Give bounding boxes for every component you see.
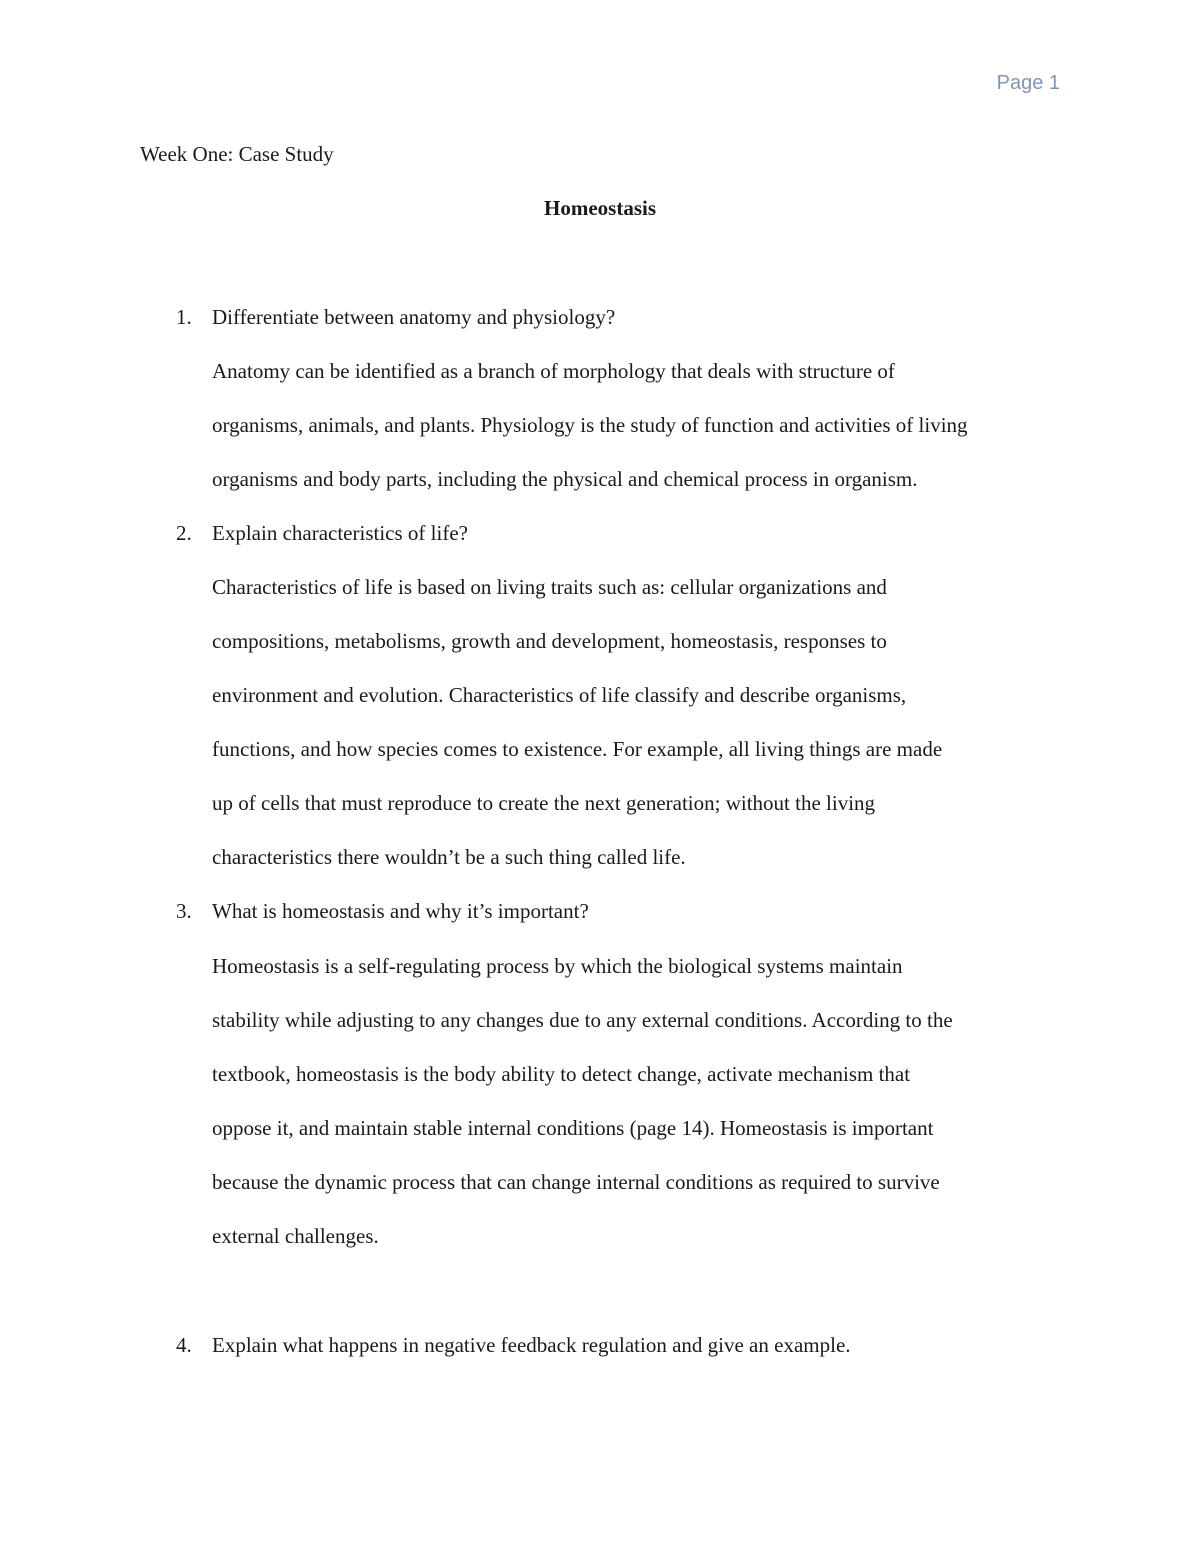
answer-3-line: because the dynamic process that can change internal conditions as required to survive [212, 1170, 940, 1194]
answer-1-line: organisms and body parts, including the physical and chemical process in organism. [212, 467, 918, 491]
answer-3-line: Homeostasis is a self-regulating process by which the biological systems maintain [212, 954, 903, 978]
page-number: Page 1 [996, 72, 1060, 94]
question-number: 2. [176, 521, 192, 545]
answer-1-line: organisms, animals, and plants. Physiology is the study of function and activities of living [212, 413, 968, 437]
answer-2-line: environment and evolution. Characteristics of life classify and describe organisms, [212, 683, 907, 707]
question-prompt: What is homeostasis and why it’s important? [212, 899, 589, 923]
question-1 [176, 305, 615, 330]
answer-3-line: stability while adjusting to any changes due to any external conditions. According to the [212, 1008, 953, 1032]
question-number: 4. [176, 1333, 192, 1357]
question-prompt: Differentiate between anatomy and physiology? [212, 305, 616, 329]
question-4 [176, 1333, 851, 1358]
answer-1-line: Anatomy can be identified as a branch of morphology that deals with structure of [212, 359, 895, 383]
question-prompt: Explain characteristics of life? [212, 521, 468, 545]
answer-3-line: textbook, homeostasis is the body ability to detect change, activate mechanism that [212, 1062, 911, 1086]
course-line: Week One: Case Study [140, 142, 334, 166]
answer-2-line: characteristics there wouldn’t be a such thing called life. [212, 845, 686, 869]
question-3 [176, 899, 589, 924]
answer-2-line: Characteristics of life is based on living traits such as: cellular organizations and [212, 575, 887, 599]
document-title: Homeostasis [544, 196, 656, 220]
answer-3-line: external challenges. [212, 1224, 379, 1248]
answer-2-line: up of cells that must reproduce to create the next generation; without the living [212, 791, 876, 815]
answer-2-line: functions, and how species comes to existence. For example, all living things are made [212, 737, 943, 761]
answer-2-line: compositions, metabolisms, growth and development, homeostasis, responses to [212, 629, 887, 653]
question-number: 3. [176, 899, 192, 923]
question-2 [176, 521, 468, 546]
question-prompt: Explain what happens in negative feedback regulation and give an example. [212, 1333, 851, 1357]
answer-3-line: oppose it, and maintain stable internal conditions (page 14). Homeostasis is important [212, 1116, 934, 1140]
question-number: 1. [176, 305, 192, 329]
